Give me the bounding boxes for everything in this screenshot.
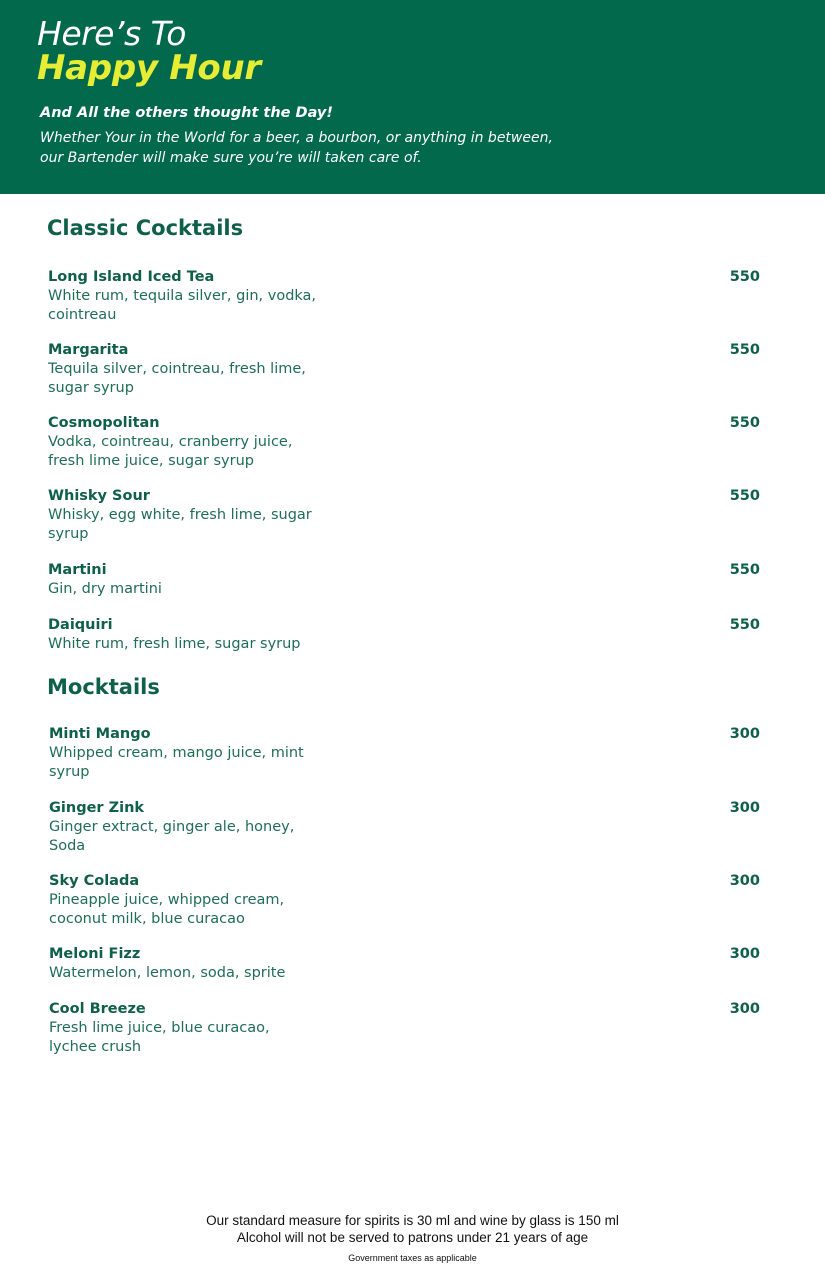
item-name: Minti Mango bbox=[49, 726, 151, 742]
menu-item bbox=[49, 799, 760, 855]
item-price: 550 bbox=[729, 415, 760, 431]
item-name: Meloni Fizz bbox=[49, 946, 141, 962]
intro-text: Whether Your in the World for a beer, a bourbon, or anything in between, our Bartender will make sure you’re will taken care of. bbox=[40, 130, 553, 166]
item-description: Whisky, egg white, fresh lime, sugar syrup bbox=[48, 507, 312, 542]
item-description: Pineapple juice, whipped cream, coconut milk, blue curacao bbox=[49, 892, 285, 927]
item-name: Margarita bbox=[48, 342, 129, 358]
tagline: And All the others thought the Day! bbox=[40, 105, 333, 121]
item-name: Sky Colada bbox=[49, 873, 140, 889]
menu-item bbox=[49, 1000, 760, 1056]
footer-age-note: Alcohol will not be served to patrons under 21 years of age bbox=[236, 1230, 589, 1245]
item-price: 550 bbox=[729, 342, 760, 358]
item-price: 550 bbox=[729, 269, 760, 285]
item-price: 300 bbox=[729, 946, 760, 962]
item-description: Whipped cream, mango juice, mint syrup bbox=[49, 745, 304, 780]
item-description: Watermelon, lemon, soda, sprite bbox=[49, 965, 286, 981]
menu-item bbox=[48, 616, 760, 654]
header-banner bbox=[0, 0, 825, 194]
item-name: Ginger Zink bbox=[49, 800, 145, 816]
menu-item bbox=[48, 414, 760, 470]
page-title-line1: Here’s To bbox=[37, 14, 186, 53]
item-price: 300 bbox=[729, 1001, 760, 1017]
item-price: 300 bbox=[729, 800, 760, 816]
item-name: Long Island Iced Tea bbox=[48, 269, 215, 285]
item-description: White rum, fresh lime, sugar syrup bbox=[48, 636, 301, 652]
item-name: Cosmopolitan bbox=[48, 415, 160, 431]
footer-measure-note: Our standard measure for spirits is 30 ml and wine by glass is 150 ml bbox=[206, 1213, 619, 1228]
item-price: 300 bbox=[729, 873, 760, 889]
classic-cocktails-title: Classic Cocktails bbox=[47, 216, 244, 240]
item-name: Whisky Sour bbox=[48, 488, 150, 504]
item-price: 300 bbox=[729, 726, 760, 742]
item-description: Tequila silver, cointreau, fresh lime, sugar syrup bbox=[48, 361, 306, 396]
menu-item bbox=[49, 945, 760, 983]
item-price: 550 bbox=[729, 488, 760, 504]
menu-item bbox=[48, 487, 760, 543]
item-description: Gin, dry martini bbox=[48, 581, 162, 597]
footer-tax-note: Government taxes as applicable bbox=[348, 1253, 477, 1263]
item-description: White rum, tequila silver, gin, vodka, cointreau bbox=[48, 288, 317, 323]
item-name: Cool Breeze bbox=[49, 1001, 146, 1017]
item-description: Ginger extract, ginger ale, honey, Soda bbox=[49, 819, 295, 854]
menu-item bbox=[48, 341, 760, 397]
menu-item bbox=[48, 268, 760, 324]
mocktails-title: Mocktails bbox=[47, 675, 160, 699]
menu-item bbox=[49, 872, 760, 928]
item-name: Daiquiri bbox=[48, 617, 113, 633]
menu-item bbox=[49, 725, 760, 781]
page-title-line2: Happy Hour bbox=[37, 48, 261, 88]
item-price: 550 bbox=[729, 617, 760, 633]
menu-item bbox=[48, 561, 760, 599]
item-description: Vodka, cointreau, cranberry juice, fresh lime juice, sugar syrup bbox=[48, 434, 293, 469]
item-description: Fresh lime juice, blue curacao, lychee crush bbox=[49, 1020, 270, 1055]
item-price: 550 bbox=[729, 562, 760, 578]
item-name: Martini bbox=[48, 562, 107, 578]
